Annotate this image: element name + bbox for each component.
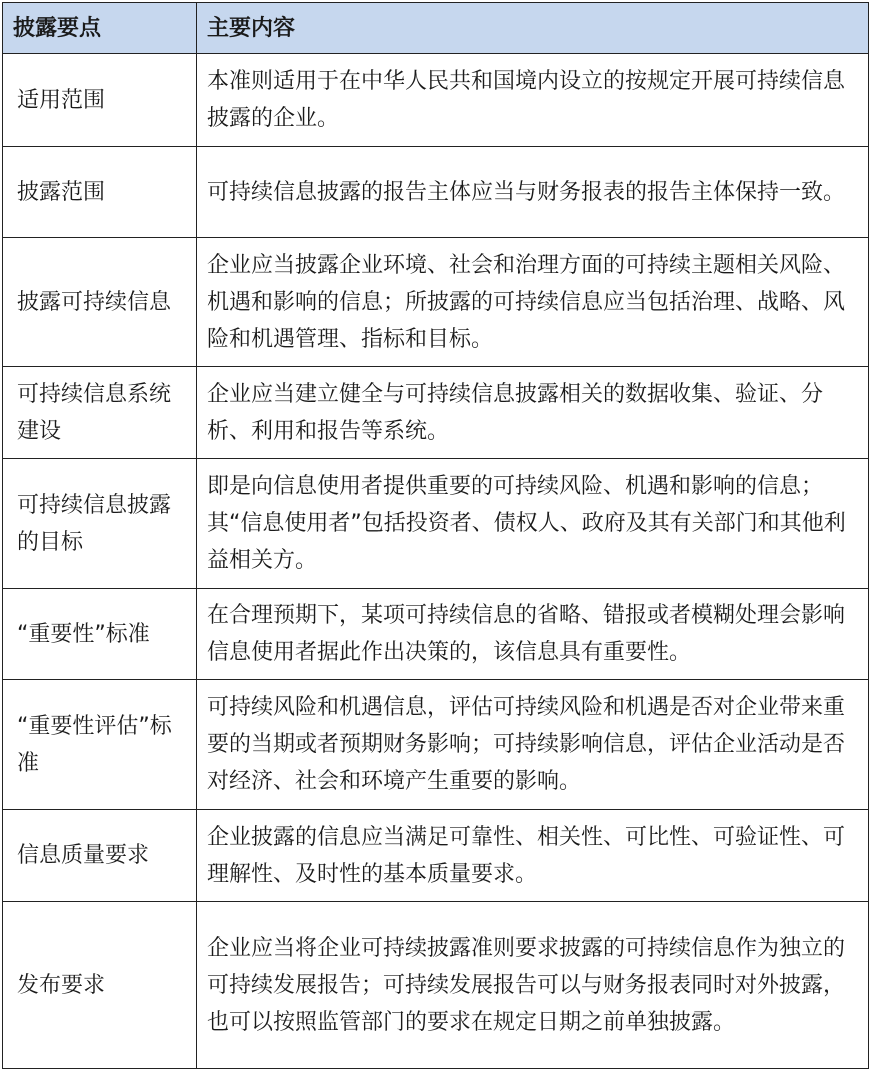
header-disclosure-point: 披露要点 — [3, 3, 197, 54]
table-row — [3, 902, 869, 1069]
table-row — [3, 367, 869, 459]
table-row — [3, 680, 869, 810]
row-value: 企业应当建立健全与可持续信息披露相关的数据收集、验证、分析、利用和报告等系统。 — [197, 367, 869, 459]
table-row — [3, 459, 869, 589]
header-main-content: 主要内容 — [197, 3, 869, 54]
row-key: “重要性评估”标准 — [3, 680, 197, 810]
row-key: 信息质量要求 — [3, 810, 197, 902]
row-value: 可持续风险和机遇信息，评估可持续风险和机遇是否对企业带来重要的当期或者预期财务影响；可持续影响信息，评估企业活动是否对经济、社会和环境产生重要的影响。 — [197, 680, 869, 810]
row-key: 披露范围 — [3, 147, 197, 238]
row-value: 企业应当将企业可持续披露准则要求披露的可持续信息作为独立的可持续发展报告；可持续发展报告可以与财务报表同时对外披露，也可以按照监管部门的要求在规定日期之前单独披露。 — [197, 902, 869, 1069]
row-value: 企业披露的信息应当满足可靠性、相关性、可比性、可验证性、可理解性、及时性的基本质量要求。 — [197, 810, 869, 902]
row-value: 即是向信息使用者提供重要的可持续风险、机遇和影响的信息；其“信息使用者”包括投资者、债权人、政府及其有关部门和其他利益相关方。 — [197, 459, 869, 589]
disclosure-table — [2, 2, 869, 1069]
row-key: “重要性”标准 — [3, 589, 197, 680]
row-value: 在合理预期下，某项可持续信息的省略、错报或者模糊处理会影响信息使用者据此作出决策的，该信息具有重要性。 — [197, 589, 869, 680]
row-key: 发布要求 — [3, 902, 197, 1069]
table-row — [3, 147, 869, 238]
table-row — [3, 238, 869, 367]
row-key: 可持续信息披露的目标 — [3, 459, 197, 589]
row-value: 可持续信息披露的报告主体应当与财务报表的报告主体保持一致。 — [197, 147, 869, 238]
table-row — [3, 589, 869, 680]
table-header-row — [3, 3, 869, 54]
row-key: 适用范围 — [3, 54, 197, 147]
table-row — [3, 810, 869, 902]
row-value: 企业应当披露企业环境、社会和治理方面的可持续主题相关风险、机遇和影响的信息；所披露的可持续信息应当包括治理、战略、风险和机遇管理、指标和目标。 — [197, 238, 869, 367]
row-key: 可持续信息系统建设 — [3, 367, 197, 459]
row-value: 本准则适用于在中华人民共和国境内设立的按规定开展可持续信息披露的企业。 — [197, 54, 869, 147]
row-key: 披露可持续信息 — [3, 238, 197, 367]
table-row — [3, 54, 869, 147]
